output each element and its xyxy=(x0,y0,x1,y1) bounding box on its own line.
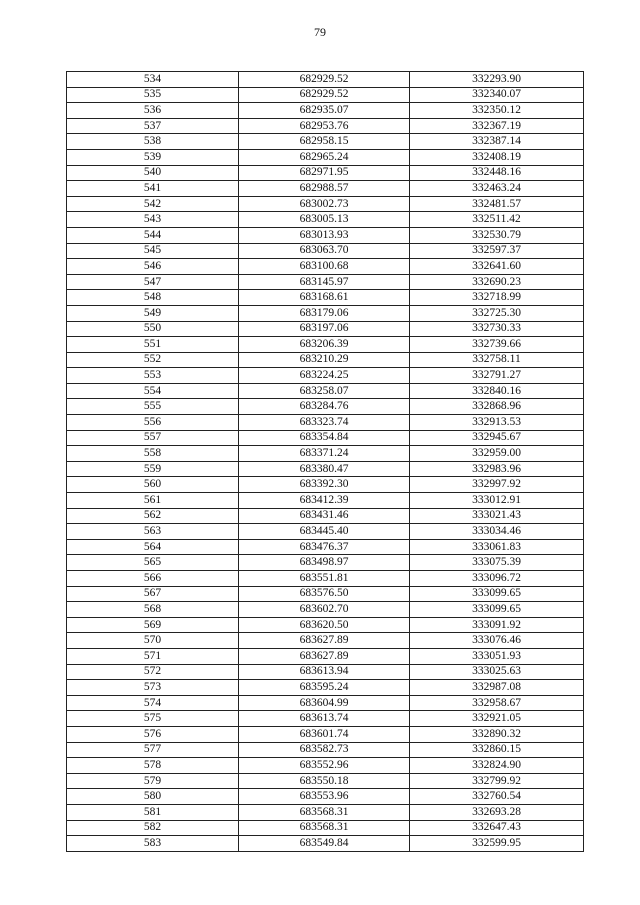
point-number-cell: 570 xyxy=(67,633,239,649)
x-coordinate-cell: 683551.81 xyxy=(239,571,410,587)
x-coordinate-cell: 683553.96 xyxy=(239,789,410,805)
table-row xyxy=(67,196,584,212)
x-coordinate-cell: 683498.97 xyxy=(239,555,410,571)
x-coordinate-cell: 683627.89 xyxy=(239,633,410,649)
x-coordinate-cell: 683568.31 xyxy=(239,820,410,836)
table-row xyxy=(67,290,584,306)
x-coordinate-cell: 683604.99 xyxy=(239,695,410,711)
y-coordinate-cell: 332799.92 xyxy=(410,773,584,789)
point-number-cell: 579 xyxy=(67,773,239,789)
table-row xyxy=(67,758,584,774)
point-number-cell: 576 xyxy=(67,726,239,742)
point-number-cell: 550 xyxy=(67,321,239,337)
x-coordinate-cell: 683168.61 xyxy=(239,290,410,306)
y-coordinate-cell: 333075.39 xyxy=(410,555,584,571)
point-number-cell: 543 xyxy=(67,212,239,228)
point-number-cell: 575 xyxy=(67,711,239,727)
table-row xyxy=(67,836,584,852)
x-coordinate-cell: 682953.76 xyxy=(239,118,410,134)
y-coordinate-cell: 332387.14 xyxy=(410,134,584,150)
y-coordinate-cell: 333091.92 xyxy=(410,617,584,633)
x-coordinate-cell: 682958.15 xyxy=(239,134,410,150)
point-number-cell: 565 xyxy=(67,555,239,571)
x-coordinate-cell: 683601.74 xyxy=(239,726,410,742)
x-coordinate-cell: 682929.52 xyxy=(239,72,410,88)
x-coordinate-cell: 683613.74 xyxy=(239,711,410,727)
table-row xyxy=(67,321,584,337)
point-number-cell: 542 xyxy=(67,196,239,212)
point-number-cell: 578 xyxy=(67,758,239,774)
y-coordinate-cell: 333076.46 xyxy=(410,633,584,649)
point-number-cell: 544 xyxy=(67,227,239,243)
point-number-cell: 569 xyxy=(67,617,239,633)
point-number-cell: 560 xyxy=(67,477,239,493)
y-coordinate-cell: 332693.28 xyxy=(410,804,584,820)
x-coordinate-cell: 682935.07 xyxy=(239,103,410,119)
point-number-cell: 535 xyxy=(67,87,239,103)
y-coordinate-cell: 332340.07 xyxy=(410,87,584,103)
x-coordinate-cell: 683258.07 xyxy=(239,383,410,399)
point-number-cell: 574 xyxy=(67,695,239,711)
y-coordinate-cell: 332597.37 xyxy=(410,243,584,259)
table-row xyxy=(67,337,584,353)
x-coordinate-cell: 683002.73 xyxy=(239,196,410,212)
x-coordinate-cell: 683552.96 xyxy=(239,758,410,774)
x-coordinate-cell: 683627.89 xyxy=(239,648,410,664)
x-coordinate-cell: 683595.24 xyxy=(239,680,410,696)
point-number-cell: 553 xyxy=(67,368,239,384)
x-coordinate-cell: 683620.50 xyxy=(239,617,410,633)
table-row xyxy=(67,602,584,618)
table-row xyxy=(67,617,584,633)
y-coordinate-cell: 333034.46 xyxy=(410,524,584,540)
point-number-cell: 548 xyxy=(67,290,239,306)
y-coordinate-cell: 332868.96 xyxy=(410,399,584,415)
x-coordinate-cell: 683392.30 xyxy=(239,477,410,493)
table-row xyxy=(67,134,584,150)
x-coordinate-cell: 683602.70 xyxy=(239,602,410,618)
point-number-cell: 538 xyxy=(67,134,239,150)
y-coordinate-cell: 332997.92 xyxy=(410,477,584,493)
x-coordinate-cell: 683100.68 xyxy=(239,259,410,275)
y-coordinate-cell: 332690.23 xyxy=(410,274,584,290)
point-number-cell: 557 xyxy=(67,430,239,446)
point-number-cell: 562 xyxy=(67,508,239,524)
table-row xyxy=(67,493,584,509)
x-coordinate-cell: 683145.97 xyxy=(239,274,410,290)
point-number-cell: 573 xyxy=(67,680,239,696)
y-coordinate-cell: 332530.79 xyxy=(410,227,584,243)
point-number-cell: 564 xyxy=(67,539,239,555)
table-row xyxy=(67,680,584,696)
point-number-cell: 552 xyxy=(67,352,239,368)
x-coordinate-cell: 683549.84 xyxy=(239,836,410,852)
y-coordinate-cell: 333099.65 xyxy=(410,602,584,618)
table-row xyxy=(67,804,584,820)
point-number-cell: 549 xyxy=(67,305,239,321)
point-number-cell: 559 xyxy=(67,461,239,477)
point-number-cell: 546 xyxy=(67,259,239,275)
y-coordinate-cell: 332293.90 xyxy=(410,72,584,88)
point-number-cell: 545 xyxy=(67,243,239,259)
point-number-cell: 577 xyxy=(67,742,239,758)
x-coordinate-cell: 683197.06 xyxy=(239,321,410,337)
x-coordinate-cell: 682988.57 xyxy=(239,181,410,197)
y-coordinate-cell: 332463.24 xyxy=(410,181,584,197)
table-row xyxy=(67,742,584,758)
x-coordinate-cell: 682929.52 xyxy=(239,87,410,103)
table-row xyxy=(67,586,584,602)
y-coordinate-cell: 332758.11 xyxy=(410,352,584,368)
y-coordinate-cell: 332958.67 xyxy=(410,695,584,711)
coordinates-table-body xyxy=(67,72,584,852)
x-coordinate-cell: 683179.06 xyxy=(239,305,410,321)
page-number: 79 xyxy=(314,25,326,39)
point-number-cell: 572 xyxy=(67,664,239,680)
y-coordinate-cell: 332367.19 xyxy=(410,118,584,134)
point-number-cell: 547 xyxy=(67,274,239,290)
y-coordinate-cell: 332647.43 xyxy=(410,820,584,836)
x-coordinate-cell: 682965.24 xyxy=(239,149,410,165)
x-coordinate-cell: 683210.29 xyxy=(239,352,410,368)
y-coordinate-cell: 332890.32 xyxy=(410,726,584,742)
x-coordinate-cell: 682971.95 xyxy=(239,165,410,181)
y-coordinate-cell: 333051.93 xyxy=(410,648,584,664)
y-coordinate-cell: 332599.95 xyxy=(410,836,584,852)
y-coordinate-cell: 333061.83 xyxy=(410,539,584,555)
point-number-cell: 571 xyxy=(67,648,239,664)
table-row xyxy=(67,305,584,321)
x-coordinate-cell: 683013.93 xyxy=(239,227,410,243)
y-coordinate-cell: 333096.72 xyxy=(410,571,584,587)
y-coordinate-cell: 332641.60 xyxy=(410,259,584,275)
x-coordinate-cell: 683224.25 xyxy=(239,368,410,384)
x-coordinate-cell: 683576.50 xyxy=(239,586,410,602)
x-coordinate-cell: 683063.70 xyxy=(239,243,410,259)
point-number-cell: 556 xyxy=(67,415,239,431)
y-coordinate-cell: 333021.43 xyxy=(410,508,584,524)
point-number-cell: 539 xyxy=(67,149,239,165)
table-row xyxy=(67,820,584,836)
table-row xyxy=(67,477,584,493)
point-number-cell: 555 xyxy=(67,399,239,415)
table-row xyxy=(67,711,584,727)
point-number-cell: 566 xyxy=(67,571,239,587)
table-row xyxy=(67,72,584,88)
point-number-cell: 561 xyxy=(67,493,239,509)
x-coordinate-cell: 683613.94 xyxy=(239,664,410,680)
table-row xyxy=(67,789,584,805)
y-coordinate-cell: 332987.08 xyxy=(410,680,584,696)
table-row xyxy=(67,648,584,664)
x-coordinate-cell: 683582.73 xyxy=(239,742,410,758)
point-number-cell: 558 xyxy=(67,446,239,462)
y-coordinate-cell: 333099.65 xyxy=(410,586,584,602)
y-coordinate-cell: 332408.19 xyxy=(410,149,584,165)
y-coordinate-cell: 332945.67 xyxy=(410,430,584,446)
table-row xyxy=(67,508,584,524)
x-coordinate-cell: 683412.39 xyxy=(239,493,410,509)
y-coordinate-cell: 333012.91 xyxy=(410,493,584,509)
table-row xyxy=(67,352,584,368)
y-coordinate-cell: 332448.16 xyxy=(410,165,584,181)
table-row xyxy=(67,165,584,181)
x-coordinate-cell: 683005.13 xyxy=(239,212,410,228)
table-row xyxy=(67,399,584,415)
table-row xyxy=(67,695,584,711)
x-coordinate-cell: 683323.74 xyxy=(239,415,410,431)
table-row xyxy=(67,430,584,446)
x-coordinate-cell: 683568.31 xyxy=(239,804,410,820)
table-row xyxy=(67,461,584,477)
y-coordinate-cell: 332860.15 xyxy=(410,742,584,758)
y-coordinate-cell: 332481.57 xyxy=(410,196,584,212)
y-coordinate-cell: 332739.66 xyxy=(410,337,584,353)
x-coordinate-cell: 683371.24 xyxy=(239,446,410,462)
table-row xyxy=(67,259,584,275)
x-coordinate-cell: 683284.76 xyxy=(239,399,410,415)
point-number-cell: 551 xyxy=(67,337,239,353)
y-coordinate-cell: 332921.05 xyxy=(410,711,584,727)
point-number-cell: 582 xyxy=(67,820,239,836)
x-coordinate-cell: 683354.84 xyxy=(239,430,410,446)
table-row xyxy=(67,368,584,384)
table-row xyxy=(67,664,584,680)
table-row xyxy=(67,726,584,742)
table-row xyxy=(67,149,584,165)
table-row xyxy=(67,181,584,197)
x-coordinate-cell: 683431.46 xyxy=(239,508,410,524)
point-number-cell: 568 xyxy=(67,602,239,618)
table-row xyxy=(67,555,584,571)
table-row xyxy=(67,118,584,134)
table-row xyxy=(67,524,584,540)
coordinates-table xyxy=(66,71,584,852)
point-number-cell: 540 xyxy=(67,165,239,181)
point-number-cell: 583 xyxy=(67,836,239,852)
x-coordinate-cell: 683206.39 xyxy=(239,337,410,353)
point-number-cell: 580 xyxy=(67,789,239,805)
y-coordinate-cell: 332913.53 xyxy=(410,415,584,431)
table-row xyxy=(67,446,584,462)
y-coordinate-cell: 332718.99 xyxy=(410,290,584,306)
y-coordinate-cell: 332725.30 xyxy=(410,305,584,321)
point-number-cell: 554 xyxy=(67,383,239,399)
table-row xyxy=(67,415,584,431)
table-row xyxy=(67,633,584,649)
point-number-cell: 534 xyxy=(67,72,239,88)
point-number-cell: 581 xyxy=(67,804,239,820)
point-number-cell: 563 xyxy=(67,524,239,540)
y-coordinate-cell: 332350.12 xyxy=(410,103,584,119)
x-coordinate-cell: 683550.18 xyxy=(239,773,410,789)
table-row xyxy=(67,87,584,103)
x-coordinate-cell: 683476.37 xyxy=(239,539,410,555)
x-coordinate-cell: 683380.47 xyxy=(239,461,410,477)
table-row xyxy=(67,243,584,259)
point-number-cell: 567 xyxy=(67,586,239,602)
x-coordinate-cell: 683445.40 xyxy=(239,524,410,540)
table-row xyxy=(67,212,584,228)
y-coordinate-cell: 332730.33 xyxy=(410,321,584,337)
table-row xyxy=(67,383,584,399)
point-number-cell: 537 xyxy=(67,118,239,134)
y-coordinate-cell: 332840.16 xyxy=(410,383,584,399)
y-coordinate-cell: 332760.54 xyxy=(410,789,584,805)
y-coordinate-cell: 332824.90 xyxy=(410,758,584,774)
table-row xyxy=(67,773,584,789)
table-row xyxy=(67,571,584,587)
y-coordinate-cell: 332959.00 xyxy=(410,446,584,462)
table-row xyxy=(67,274,584,290)
table-row xyxy=(67,539,584,555)
y-coordinate-cell: 333025.63 xyxy=(410,664,584,680)
point-number-cell: 541 xyxy=(67,181,239,197)
table-row xyxy=(67,103,584,119)
point-number-cell: 536 xyxy=(67,103,239,119)
table-row xyxy=(67,227,584,243)
y-coordinate-cell: 332983.96 xyxy=(410,461,584,477)
y-coordinate-cell: 332791.27 xyxy=(410,368,584,384)
y-coordinate-cell: 332511.42 xyxy=(410,212,584,228)
